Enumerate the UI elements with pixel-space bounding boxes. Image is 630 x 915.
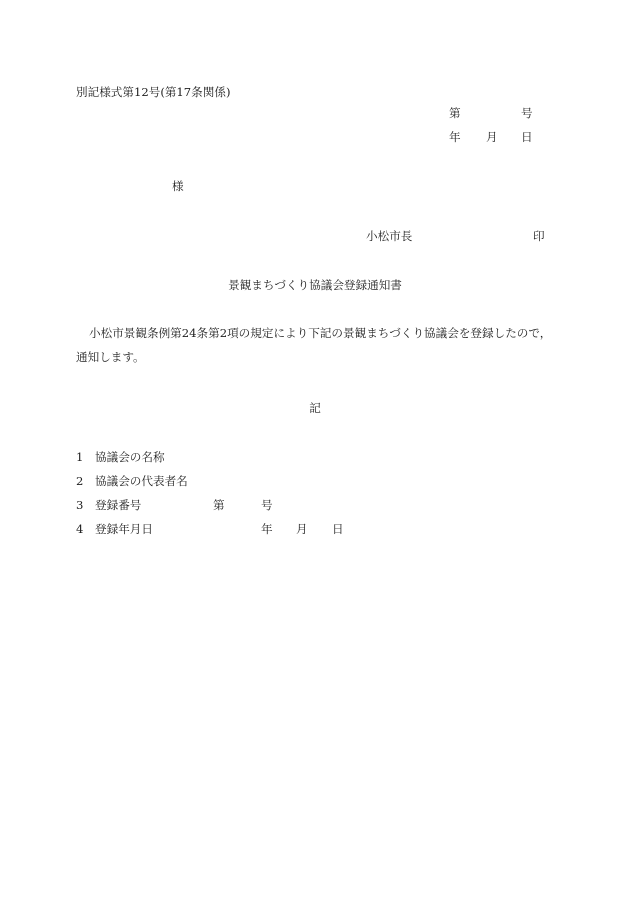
seal-mark: 印 xyxy=(533,229,545,243)
item-label-registration-date: 登録年月日 xyxy=(95,522,153,536)
registration-date-month: 月 xyxy=(296,522,308,536)
item-number: 1 xyxy=(76,450,84,464)
form-label: 別記様式第12号(第17条関係) xyxy=(76,85,231,99)
registration-number-suffix: 号 xyxy=(261,498,273,512)
item-number: 3 xyxy=(76,498,84,512)
registration-date-day: 日 xyxy=(332,522,344,536)
item-label-registration-number: 登録番号 xyxy=(95,498,142,512)
date-year: 年 xyxy=(449,130,461,144)
addressee-suffix: 様 xyxy=(172,179,184,193)
item-label-representative: 協議会の代表者名 xyxy=(95,474,188,488)
registration-number-prefix: 第 xyxy=(213,498,225,512)
registration-date-year: 年 xyxy=(261,522,273,536)
issuer-name: 小松市長 xyxy=(366,229,413,243)
body-line-1: 小松市景観条例第24条第2項の規定により下記の景観まちづくり協議会を登録したので， xyxy=(89,326,552,340)
date-day: 日 xyxy=(521,130,533,144)
date-month: 月 xyxy=(486,130,498,144)
ki-heading: 記 xyxy=(309,401,321,415)
body-line-2: 通知します。 xyxy=(76,350,145,364)
number-prefix: 第 xyxy=(449,106,461,120)
number-suffix: 号 xyxy=(521,106,533,120)
item-label-council-name: 協議会の名称 xyxy=(95,450,165,464)
document-title: 景観まちづくり協議会登録通知書 xyxy=(228,278,402,292)
item-number: 4 xyxy=(76,522,84,536)
item-number: 2 xyxy=(76,474,84,488)
